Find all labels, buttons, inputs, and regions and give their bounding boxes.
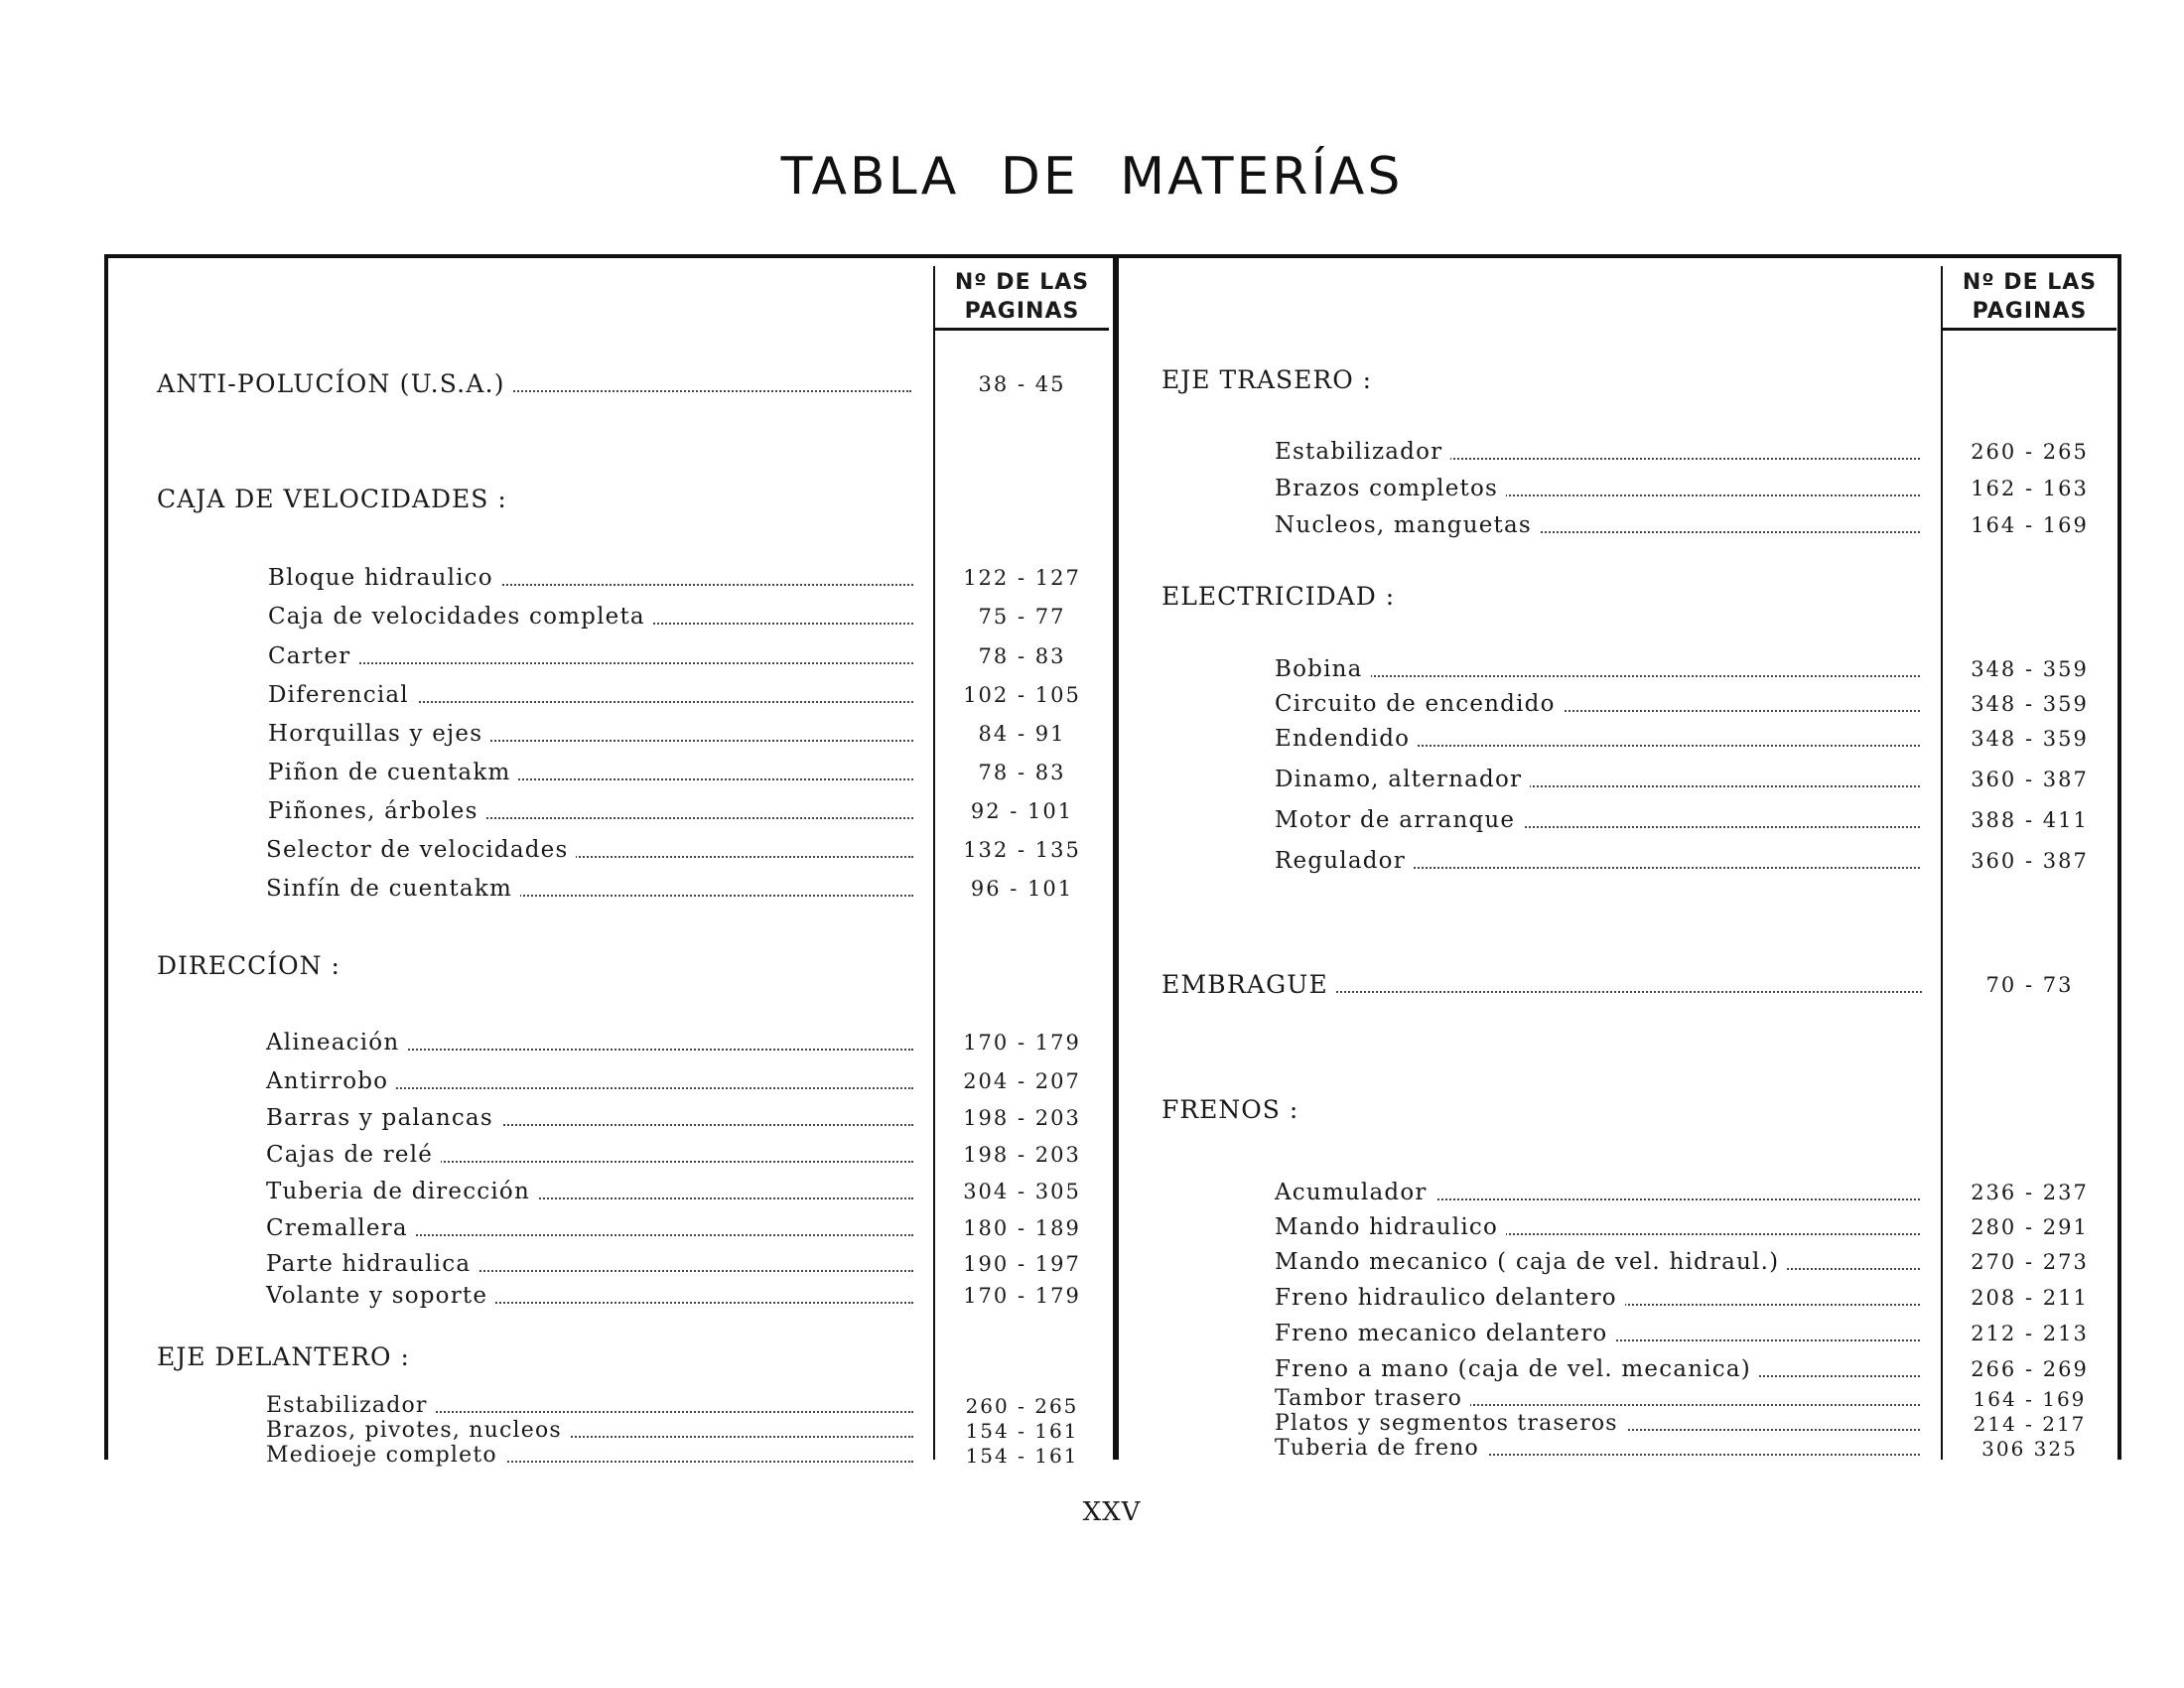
entry-label: Bloque hidraulico	[268, 561, 501, 595]
entry-pages: 204 - 207	[963, 1069, 1081, 1093]
entry-label: Freno hidraulico delantero	[1275, 1281, 1625, 1315]
section-heading-electricidad: ELECTRICIDAD :	[1161, 582, 1396, 611]
entry-label: Mando mecanico ( caja de vel. hidraul.)	[1275, 1245, 1787, 1279]
entry-label: Caja de velocidades completa	[268, 600, 653, 633]
page-title: TABLA DE MATERÍAS	[780, 147, 1404, 207]
entry-tambor-trasero[interactable]	[1275, 1386, 1920, 1412]
entry-tuberia-freno[interactable]	[1275, 1436, 1920, 1462]
entry-pages: 96 - 101	[970, 877, 1074, 901]
entry-label: Dinamo, alternador	[1275, 763, 1530, 796]
entry-label: Nucleos, manguetas	[1275, 508, 1540, 542]
entry-antirrobo[interactable]	[266, 1064, 913, 1098]
entry-pages: 236 - 237	[1971, 1181, 2089, 1204]
entry-label: Cremallera	[266, 1211, 416, 1245]
entry-selector-velocidades[interactable]	[266, 833, 913, 867]
entry-label: Selector de velocidades	[266, 833, 576, 867]
entry-freno-a-mano[interactable]	[1275, 1352, 1920, 1386]
entry-barras-palancas[interactable]	[266, 1101, 913, 1135]
entry-pages: 360 - 387	[1971, 849, 2089, 873]
entry-pages: 270 - 273	[1971, 1250, 2089, 1274]
pages-header-line-2: PAGINAS	[964, 299, 1080, 324]
entry-pages: 388 - 411	[1971, 808, 2089, 832]
entry-pages: 304 - 305	[963, 1180, 1081, 1203]
entry-freno-hidraulico-delantero[interactable]	[1275, 1281, 1920, 1315]
entry-circuito-encendido[interactable]	[1275, 687, 1920, 721]
column-divider	[1113, 254, 1119, 1460]
entry-pages: 260 - 265	[965, 1394, 1079, 1418]
entry-pages: 154 - 161	[965, 1419, 1079, 1443]
entry-label: Sinfín de cuentakm	[266, 872, 520, 906]
page-number: XXV	[1082, 1497, 1142, 1527]
entry-label: Brazos completos	[1275, 472, 1506, 505]
section-heading-eje-trasero: EJE TRASERO :	[1161, 365, 1373, 394]
entry-pages: 266 - 269	[1971, 1357, 2089, 1381]
entry-label: Medioeje completo	[266, 1443, 505, 1469]
entry-label: Endendido	[1275, 722, 1418, 756]
entry-label: EMBRAGUE	[1161, 968, 1336, 1002]
entry-label: Cajas de relé	[266, 1138, 441, 1172]
entry-pages: 198 - 203	[963, 1143, 1081, 1167]
entry-pages: 360 - 387	[1971, 768, 2089, 791]
entry-pages: 208 - 211	[1971, 1286, 2089, 1310]
entry-pages: 306 325	[1981, 1437, 2078, 1461]
entry-pages: 154 - 161	[965, 1444, 1079, 1468]
entry-label: Circuito de encendido	[1275, 687, 1564, 721]
entry-label: Parte hidraulica	[266, 1247, 478, 1281]
entry-label: Tuberia de freno	[1275, 1436, 1487, 1462]
entry-regulador[interactable]	[1275, 844, 1920, 878]
entry-medioeje[interactable]	[266, 1443, 913, 1469]
entry-label: Piñones, árboles	[268, 794, 486, 828]
entry-tuberia-direccion[interactable]	[266, 1175, 913, 1208]
dot-leader	[268, 662, 913, 664]
entry-cajas-rele[interactable]	[266, 1138, 913, 1172]
entry-sinfin-cuentakm[interactable]	[266, 872, 913, 906]
entry-estabilizador-tras[interactable]	[1275, 435, 1920, 469]
dot-leader	[1275, 675, 1920, 677]
entry-label: Acumulador	[1275, 1176, 1435, 1209]
entry-pages: 164 - 169	[1971, 513, 2089, 537]
entry-pages: 122 - 127	[963, 566, 1081, 590]
entry-parte-hidraulica[interactable]	[266, 1247, 913, 1281]
entry-pages: 280 - 291	[1971, 1215, 2089, 1239]
entry-carter[interactable]	[268, 639, 913, 673]
entry-label: Regulador	[1275, 844, 1414, 878]
entry-label: Alineación	[266, 1026, 407, 1059]
entry-acumulador[interactable]	[1275, 1176, 1920, 1209]
entry-pages: 164 - 169	[1973, 1387, 2087, 1411]
section-heading-direccion: DIRECCÍON :	[157, 951, 341, 980]
entry-pages: 180 - 189	[963, 1216, 1081, 1240]
entry-diferencial[interactable]	[268, 678, 913, 712]
entry-horquillas[interactable]	[268, 717, 913, 751]
entry-pages: 92 - 101	[970, 799, 1074, 823]
entry-brazos-completos[interactable]	[1275, 472, 1920, 505]
entry-label: Barras y palancas	[266, 1101, 501, 1135]
entry-label: Horquillas y ejes	[268, 717, 490, 751]
entry-label: Carter	[268, 639, 358, 673]
entry-mando-mecanico[interactable]	[1275, 1245, 1920, 1279]
entry-nucleos-manguetas[interactable]	[1275, 508, 1920, 542]
entry-pages: 170 - 179	[963, 1284, 1081, 1308]
entry-pages: 348 - 359	[1971, 657, 2089, 681]
entry-pages: 170 - 179	[963, 1031, 1081, 1055]
entry-cremallera[interactable]	[266, 1211, 913, 1245]
entry-brazos-pivotes[interactable]	[266, 1418, 913, 1444]
entry-label: Estabilizador	[1275, 435, 1450, 469]
entry-label: Piñon de cuentakm	[268, 756, 518, 789]
entry-pages: 348 - 359	[1971, 692, 2089, 716]
pages-header-line-1: Nº DE LAS	[1962, 270, 2098, 295]
entry-label: Volante y soporte	[266, 1279, 495, 1313]
entry-label: Motor de arranque	[1275, 803, 1523, 837]
right-pages-header	[1943, 268, 2116, 331]
entry-label: Mando hidraulico	[1275, 1210, 1506, 1244]
entry-embrague[interactable]	[1161, 968, 1922, 1002]
entry-platos-segmentos[interactable]	[1275, 1411, 1920, 1437]
entry-label: ANTI-POLUCÍON (U.S.A.)	[157, 367, 513, 401]
entry-pages: 260 - 265	[1971, 440, 2089, 464]
section-heading-eje-delantero: EJE DELANTERO :	[157, 1342, 410, 1371]
entry-pages: 78 - 83	[978, 644, 1066, 668]
entry-motor-arranque[interactable]	[1275, 803, 1920, 837]
entry-label: Tambor trasero	[1275, 1386, 1470, 1412]
entry-pages: 78 - 83	[978, 761, 1066, 784]
entry-label: Antirrobo	[266, 1064, 396, 1098]
entry-pinones-arboles[interactable]	[268, 794, 913, 828]
entry-mando-hidraulico[interactable]	[1275, 1210, 1920, 1244]
entry-pages: 214 - 217	[1973, 1412, 2087, 1436]
pages-header-line-2: PAGINAS	[1972, 299, 2088, 324]
pages-header-line-1: Nº DE LAS	[954, 270, 1090, 295]
entry-dinamo-alternador[interactable]	[1275, 763, 1920, 796]
entry-label: Freno a mano (caja de vel. mecanica)	[1275, 1352, 1759, 1386]
entry-pages: 84 - 91	[978, 722, 1066, 746]
entry-label: Tuberia de dirección	[266, 1175, 538, 1208]
entry-pages: 162 - 163	[1971, 477, 2089, 500]
entry-label: Bobina	[1275, 652, 1371, 686]
left-pages-header	[935, 268, 1109, 331]
entry-bloque-hidraulico[interactable]	[268, 561, 913, 595]
entry-caja-completa[interactable]	[268, 600, 913, 633]
entry-label: Diferencial	[268, 678, 417, 712]
entry-label: Estabilizador	[266, 1393, 436, 1419]
section-heading-caja: CAJA DE VELOCIDADES :	[157, 485, 507, 513]
entry-pages: 75 - 77	[978, 605, 1066, 629]
entry-endendido[interactable]	[1275, 722, 1920, 756]
entry-bobina[interactable]	[1275, 652, 1920, 686]
entry-pages: 190 - 197	[963, 1252, 1081, 1276]
entry-pages: 212 - 213	[1971, 1322, 2089, 1345]
entry-volante-soporte[interactable]	[266, 1279, 913, 1313]
entry-pages: 348 - 359	[1971, 727, 2089, 751]
entry-freno-mecanico-delantero[interactable]	[1275, 1317, 1920, 1350]
entry-label: Platos y segmentos traseros	[1275, 1411, 1626, 1437]
entry-pages: 38 - 45	[978, 372, 1066, 396]
section-heading-frenos: FRENOS :	[1161, 1095, 1299, 1124]
entry-anti-polucion[interactable]	[157, 367, 911, 401]
entry-label: Freno mecanico delantero	[1275, 1317, 1615, 1350]
entry-pages: 70 - 73	[1985, 973, 2074, 997]
entry-pages: 102 - 105	[963, 683, 1081, 707]
entry-pages: 198 - 203	[963, 1106, 1081, 1130]
entry-pinon-cuentakm[interactable]	[268, 756, 913, 789]
entry-label: Brazos, pivotes, nucleos	[266, 1418, 570, 1444]
entry-estabilizador-del[interactable]	[266, 1393, 913, 1419]
entry-pages: 132 - 135	[963, 838, 1081, 862]
entry-alineacion[interactable]	[266, 1026, 913, 1059]
